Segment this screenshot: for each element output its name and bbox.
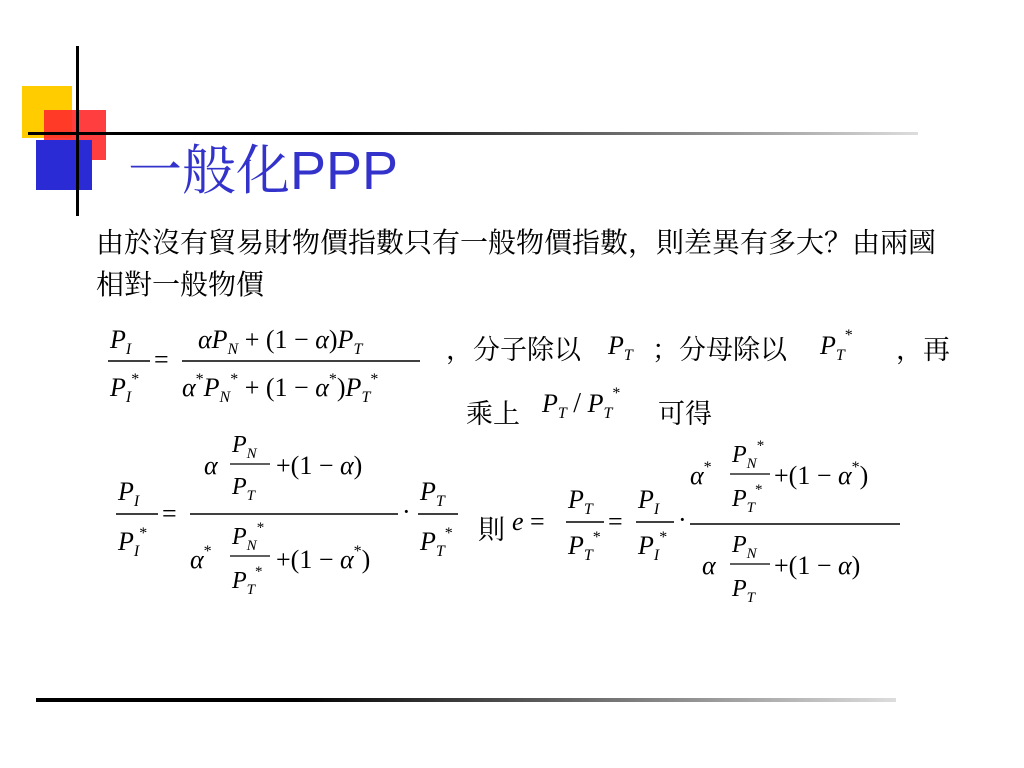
- svg-text:·: ·: [402, 497, 411, 526]
- symbol-pt-star: [818, 322, 858, 366]
- svg-text:α: α: [204, 451, 218, 480]
- svg-text:PT*: $P_T^*$: [732, 482, 763, 516]
- svg-text:e =: e =: [512, 507, 545, 536]
- svg-text:PI: $P_I$: [638, 485, 660, 518]
- equation-real-exchange-rate: [510, 432, 910, 608]
- text-denominator-divide: ；分母除以: [652, 335, 787, 366]
- svg-text:PT*: $P_T^*$: [420, 525, 453, 560]
- svg-text:PI: $P_I$: [118, 477, 140, 510]
- svg-text:PT: $P_T$: [732, 576, 756, 606]
- svg-text:αPN + (1 − α)PT: $\alpha P_N + (1 - \alpha)P_T$: [198, 325, 363, 358]
- title-cjk: 一般化: [128, 139, 290, 202]
- text-numerator-divide: ，分子除以: [446, 335, 581, 366]
- decor-bottom-rule: [36, 698, 896, 702]
- svg-text:α*: α*: [190, 543, 212, 574]
- svg-text:+(1 − α): +(1 − α): [774, 551, 861, 580]
- decor-blue-square: [36, 140, 92, 190]
- svg-text:PN*: $P_N^*$: [732, 438, 765, 472]
- text-multiply-by: 乘上: [466, 399, 520, 430]
- equation-expanded-ratio: [112, 430, 462, 606]
- text-obtain: 可得: [658, 399, 712, 430]
- svg-text:=: =: [154, 345, 169, 374]
- svg-text:PN: $P_N$: [732, 532, 757, 562]
- decor-top-rule: [28, 132, 918, 135]
- svg-text:PI: $P_I$: [110, 325, 132, 358]
- text-then-again: ，再: [896, 335, 950, 366]
- svg-text:PT: $P_T$: [232, 474, 256, 504]
- svg-text:+(1 − α): +(1 − α): [276, 451, 363, 480]
- svg-text:PT*: $P_T^*$: [568, 529, 601, 564]
- svg-text:PT / PT*: $P_T / P_T^*$: [542, 385, 621, 422]
- svg-text:PI*: $P_I^*$: [638, 529, 668, 564]
- svg-text:α: α: [702, 551, 716, 580]
- svg-text:PT: $P_T$: [568, 485, 593, 518]
- svg-text:=: =: [162, 499, 177, 528]
- svg-text:PI*: $P_I^*$: [110, 371, 140, 406]
- svg-text:+(1 − α*): +(1 − α*): [774, 459, 869, 490]
- symbol-pt-over-pt-star: [540, 378, 634, 428]
- equation-relative-price-index: [104, 320, 434, 414]
- svg-text:PT: $P_T$: [420, 477, 445, 510]
- svg-text:PN: $P_N$: [232, 432, 257, 462]
- svg-text:PT*: $P_T^*$: [820, 327, 853, 364]
- svg-text:+(1 − α*): +(1 − α*): [276, 543, 371, 574]
- text-then: 則: [478, 515, 505, 546]
- svg-text:α*: α*: [690, 459, 712, 490]
- svg-text:PI*: $P_I^*$: [118, 525, 148, 560]
- decor-vertical-line: [76, 46, 79, 216]
- svg-text:PT: $P_T$: [608, 331, 633, 364]
- intro-paragraph: 由於沒有貿易財物價指數只有一般物價指數，則差異有多大？由兩國相對一般物價: [96, 226, 937, 301]
- svg-text:PN*: $P_N^*$: [232, 520, 265, 554]
- svg-text:α*PN* + (1 − α*)PT*: $\alpha^*P_N^* + (1 - \alpha^*)P_T^*$: [182, 371, 379, 406]
- svg-text:·: ·: [678, 505, 687, 534]
- slide-title: [128, 138, 398, 204]
- title-latin: PPP: [290, 141, 399, 201]
- svg-text:PT*: $P_T^*$: [232, 564, 263, 598]
- svg-text:=: =: [608, 507, 623, 536]
- symbol-pt: [606, 326, 640, 366]
